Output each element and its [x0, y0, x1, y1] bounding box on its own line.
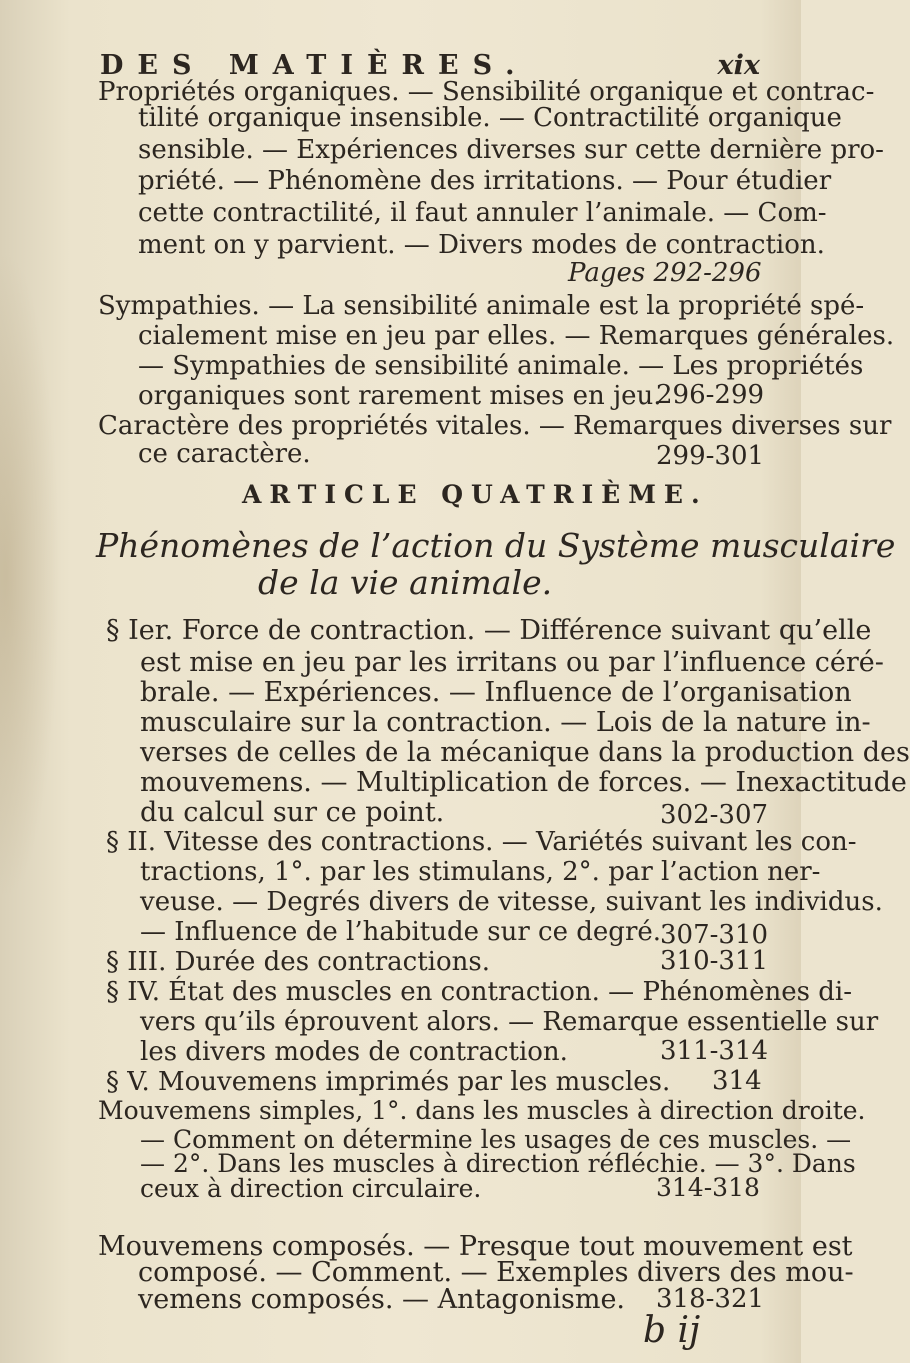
toc-line: composé. — Comment. — Exemples divers des mou-: [138, 1257, 854, 1288]
toc-line: § V. Mouvemens imprimés par les muscles.: [106, 1067, 671, 1097]
page-range: 311-314: [660, 1036, 769, 1066]
toc-line: — Sympathies de sensibilité animale. — Les propriétés: [138, 351, 864, 381]
page-range: 310-311: [660, 946, 769, 976]
toc-line: cette contractilité, il faut annuler l’animale. — Com-: [138, 198, 827, 228]
toc-line: Mouvemens composés. — Presque tout mouvement est: [98, 1231, 853, 1262]
toc-line: musculaire sur la contraction. — Lois de la nature in-: [140, 707, 871, 738]
page-range: 296-299: [656, 380, 765, 410]
toc-line: § IV. État des muscles en contraction. — Phénomènes di-: [106, 977, 852, 1007]
toc-line: Mouvemens simples, 1°. dans les muscles à direction droite.: [98, 1096, 866, 1125]
toc-line: organiques sont rarement mises en jeu.: [138, 381, 662, 411]
signature-mark: b ij: [643, 1310, 701, 1351]
toc-line: ment on y parvient. — Divers modes de contraction.: [138, 230, 825, 260]
toc-line: cialement mise en jeu par elles. — Remarques générales.: [138, 321, 895, 351]
toc-line: — Influence de l’habitude sur ce degré.: [140, 917, 662, 947]
running-head-title: DES MATIÈRES.: [100, 50, 529, 81]
toc-line: du calcul sur ce point.: [140, 797, 445, 828]
toc-line: est mise en jeu par les irritans ou par l’influence céré-: [140, 647, 884, 678]
toc-line: — 2°. Dans les muscles à direction réfléchie. — 3°. Dans: [140, 1149, 856, 1178]
page-range: 302-307: [660, 800, 769, 830]
toc-line: verses de celles de la mécanique dans la production des: [140, 737, 910, 768]
toc-line: Caractère des propriétés vitales. — Remarques diverses sur: [98, 411, 892, 441]
page-stain: [0, 250, 60, 900]
toc-line: § Ier. Force de contraction. — Différence suivant qu’elle: [106, 615, 872, 646]
toc-line: vers qu’ils éprouvent alors. — Remarque essentielle sur: [140, 1007, 879, 1037]
toc-line: veuse. — Degrés divers de vitesse, suivant les individus.: [140, 887, 883, 917]
toc-line: vemens composés. — Antagonisme.: [138, 1284, 626, 1315]
page-number: xix: [717, 50, 760, 81]
toc-line: Sympathies. — La sensibilité animale est la propriété spé-: [98, 291, 865, 321]
toc-line: brale. — Expériences. — Influence de l’organisation: [140, 677, 852, 708]
toc-line: priété. — Phénomène des irritations. — Pour étudier: [138, 166, 832, 196]
toc-line: § II. Vitesse des contractions. — Variétés suivant les con-: [106, 827, 857, 857]
toc-line: Propriétés organiques. — Sensibilité organique et contrac-: [98, 77, 875, 107]
toc-line: § III. Durée des contractions.: [106, 947, 490, 977]
article-title-line1: Phénomènes de l’action du Système musculaire: [96, 526, 896, 565]
page-range: 299-301: [656, 441, 765, 471]
toc-line: ce caractère.: [138, 439, 311, 469]
article-title-line2: de la vie animale.: [258, 563, 553, 602]
toc-line: les divers modes de contraction.: [140, 1037, 568, 1067]
page-range: 318-321: [656, 1284, 765, 1314]
page-range: Pages 292-296: [568, 258, 762, 288]
toc-line: — Comment on détermine les usages de ces muscles. —: [140, 1125, 852, 1154]
page-range: 307-310: [660, 920, 769, 950]
toc-line: sensible. — Expériences diverses sur cette dernière pro-: [138, 135, 884, 165]
toc-line: tractions, 1°. par les stimulans, 2°. par l’action ner-: [140, 857, 821, 887]
page-range: 314-318: [656, 1173, 760, 1202]
article-heading: ARTICLE QUATRIÈME.: [242, 480, 708, 509]
toc-line: mouvemens. — Multiplication de forces. — Inexactitude: [140, 767, 907, 798]
toc-line: ceux à direction circulaire.: [140, 1174, 482, 1203]
toc-line: tilité organique insensible. — Contractilité organique: [138, 103, 842, 133]
page-range: 314: [712, 1066, 762, 1096]
